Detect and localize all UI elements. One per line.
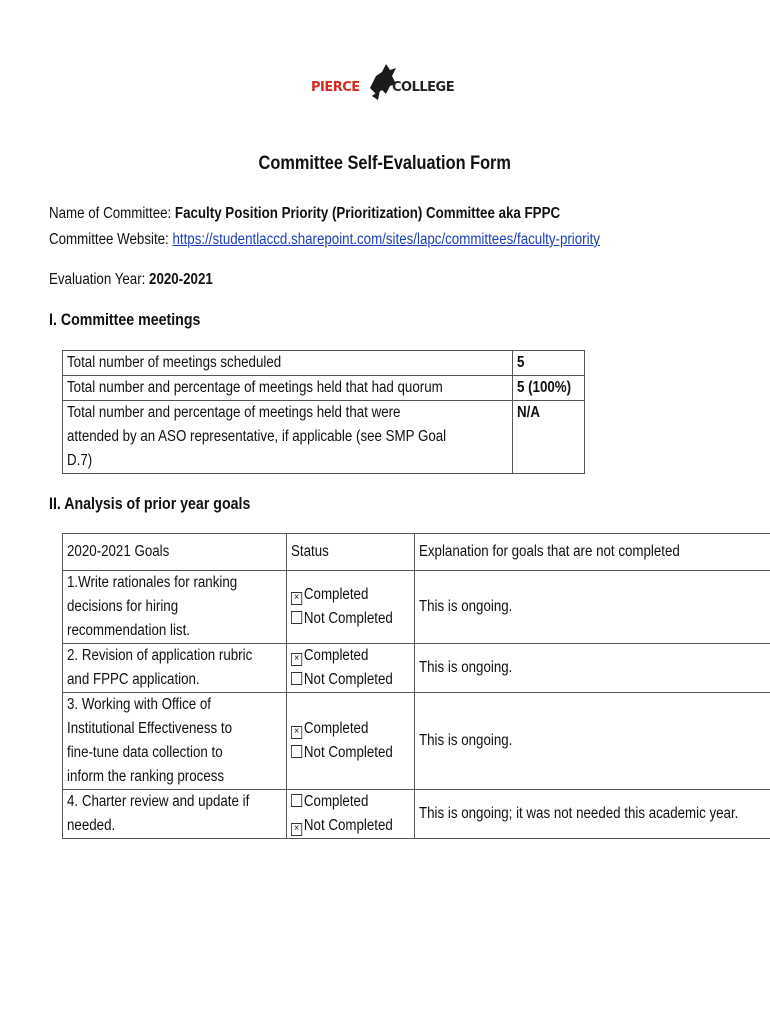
evaluation-year-label: Evaluation Year:: [49, 271, 150, 288]
status-label: Not Completed: [304, 744, 394, 761]
column-header-text: Explanation for goals that are not completed: [418, 543, 680, 560]
metric-label-line: attended by an ASO representative, if applicable (see SMP Goal: [67, 428, 447, 445]
checked-checkbox-icon[interactable]: ×: [291, 592, 302, 605]
column-header: [414, 534, 770, 571]
status-option-not-completed: [291, 814, 393, 838]
status-option-not-completed: [291, 607, 393, 631]
meeting-metric-value: [512, 351, 584, 376]
checked-checkbox-icon[interactable]: ×: [291, 726, 302, 739]
committee-website-line: [49, 231, 690, 249]
column-header-text: 2020-2021 Goals: [67, 543, 170, 560]
status-option-completed: [291, 644, 393, 668]
meeting-metric-label: [63, 351, 513, 376]
table-header-row: [63, 534, 770, 571]
goal-text-line: 4. Charter review and update if: [67, 793, 250, 810]
goals-table: [62, 533, 770, 839]
checked-checkbox-icon[interactable]: ×: [291, 653, 302, 666]
status-label: Completed: [304, 720, 369, 737]
explanation-cell: [414, 644, 770, 693]
committee-name-line: [49, 205, 643, 223]
committee-name-value: Faculty Position Priority (Prioritization) Committee aka FPPC: [174, 205, 561, 222]
meeting-metric-label: [63, 376, 513, 401]
section-heading-meetings: I. Committee meetings: [49, 311, 201, 329]
goal-text-line: 2. Revision of application rubric: [67, 647, 253, 664]
page-title: Committee Self-Evaluation Form: [258, 153, 512, 174]
unchecked-checkbox-icon[interactable]: [291, 611, 302, 624]
table-row: [63, 790, 770, 839]
goal-text-line: 3. Working with Office of: [67, 696, 211, 713]
table-row: [63, 644, 770, 693]
metric-label-line: Total number and percentage of meetings held that were: [67, 404, 401, 421]
status-cell: [287, 571, 414, 644]
unchecked-checkbox-icon[interactable]: [291, 672, 302, 685]
pierce-college-logo: [308, 58, 464, 106]
committee-website-label: Committee Website:: [49, 231, 173, 248]
metric-label-line: Total number of meetings scheduled: [67, 354, 282, 371]
status-option-completed: [291, 583, 393, 607]
explanation-text: This is ongoing.: [418, 659, 513, 676]
goal-cell: [63, 790, 287, 839]
status-label: Not Completed: [304, 671, 394, 688]
goal-text-line: recommendation list.: [67, 622, 190, 639]
table-row: [63, 351, 585, 376]
goal-cell: [63, 644, 287, 693]
status-option-not-completed: [291, 741, 393, 765]
status-cell: [287, 644, 414, 693]
goal-cell: [63, 693, 287, 790]
section-heading-prior-goals: II. Analysis of prior year goals: [49, 495, 251, 513]
table-row: [63, 571, 770, 644]
table-row: [63, 693, 770, 790]
status-label: Completed: [304, 586, 369, 603]
explanation-text: This is ongoing.: [418, 598, 513, 615]
explanation-text: This is ongoing.: [418, 732, 513, 749]
column-header: [287, 534, 414, 571]
status-cell: [287, 693, 414, 790]
unchecked-checkbox-icon[interactable]: [291, 794, 302, 807]
goal-text-line: 1.Write rationales for ranking: [67, 574, 238, 591]
table-row: [63, 376, 585, 401]
metric-value-text: N/A: [516, 404, 540, 421]
metric-value-text: 5 (100%): [516, 379, 571, 396]
logo-text-college: college: [392, 74, 455, 96]
status-label: Not Completed: [304, 817, 394, 834]
meetings-table: [62, 350, 585, 474]
goal-text-line: inform the ranking process: [67, 768, 225, 785]
explanation-cell: [414, 693, 770, 790]
evaluation-year-value: 2020-2021: [149, 271, 213, 288]
status-label: Completed: [304, 793, 369, 810]
logo-text-pierce: pierce: [311, 74, 360, 96]
metric-value-text: 5: [516, 354, 525, 371]
explanation-cell: [414, 790, 770, 839]
goal-text-line: fine-tune data collection to: [67, 744, 223, 761]
column-header: [63, 534, 287, 571]
unchecked-checkbox-icon[interactable]: [291, 745, 302, 758]
status-label: Completed: [304, 647, 369, 664]
metric-label-line: D.7): [67, 452, 93, 469]
explanation-text: This is ongoing; it was not needed this academic year.: [418, 805, 739, 822]
meeting-metric-value: [512, 401, 584, 474]
status-option-not-completed: [291, 668, 393, 692]
goal-text-line: needed.: [67, 817, 116, 834]
checked-checkbox-icon[interactable]: ×: [291, 823, 302, 836]
status-label: Not Completed: [304, 610, 394, 627]
evaluation-year-line: [49, 271, 239, 289]
column-header-text: Status: [291, 543, 330, 560]
committee-website-link[interactable]: https://studentlaccd.sharepoint.com/sites/lapc/committees/faculty-priority: [172, 231, 600, 248]
goal-cell: [63, 571, 287, 644]
explanation-cell: [414, 571, 770, 644]
committee-name-label: Name of Committee:: [49, 205, 175, 222]
status-cell: [287, 790, 414, 839]
goal-text-line: decisions for hiring: [67, 598, 179, 615]
table-row: [63, 401, 585, 474]
meeting-metric-label: [63, 401, 513, 474]
goal-text-line: Institutional Effectiveness to: [67, 720, 232, 737]
meeting-metric-value: [512, 376, 584, 401]
status-option-completed: [291, 717, 393, 741]
metric-label-line: Total number and percentage of meetings held that had quorum: [67, 379, 443, 396]
status-option-completed: [291, 790, 393, 814]
goal-text-line: and FPPC application.: [67, 671, 200, 688]
